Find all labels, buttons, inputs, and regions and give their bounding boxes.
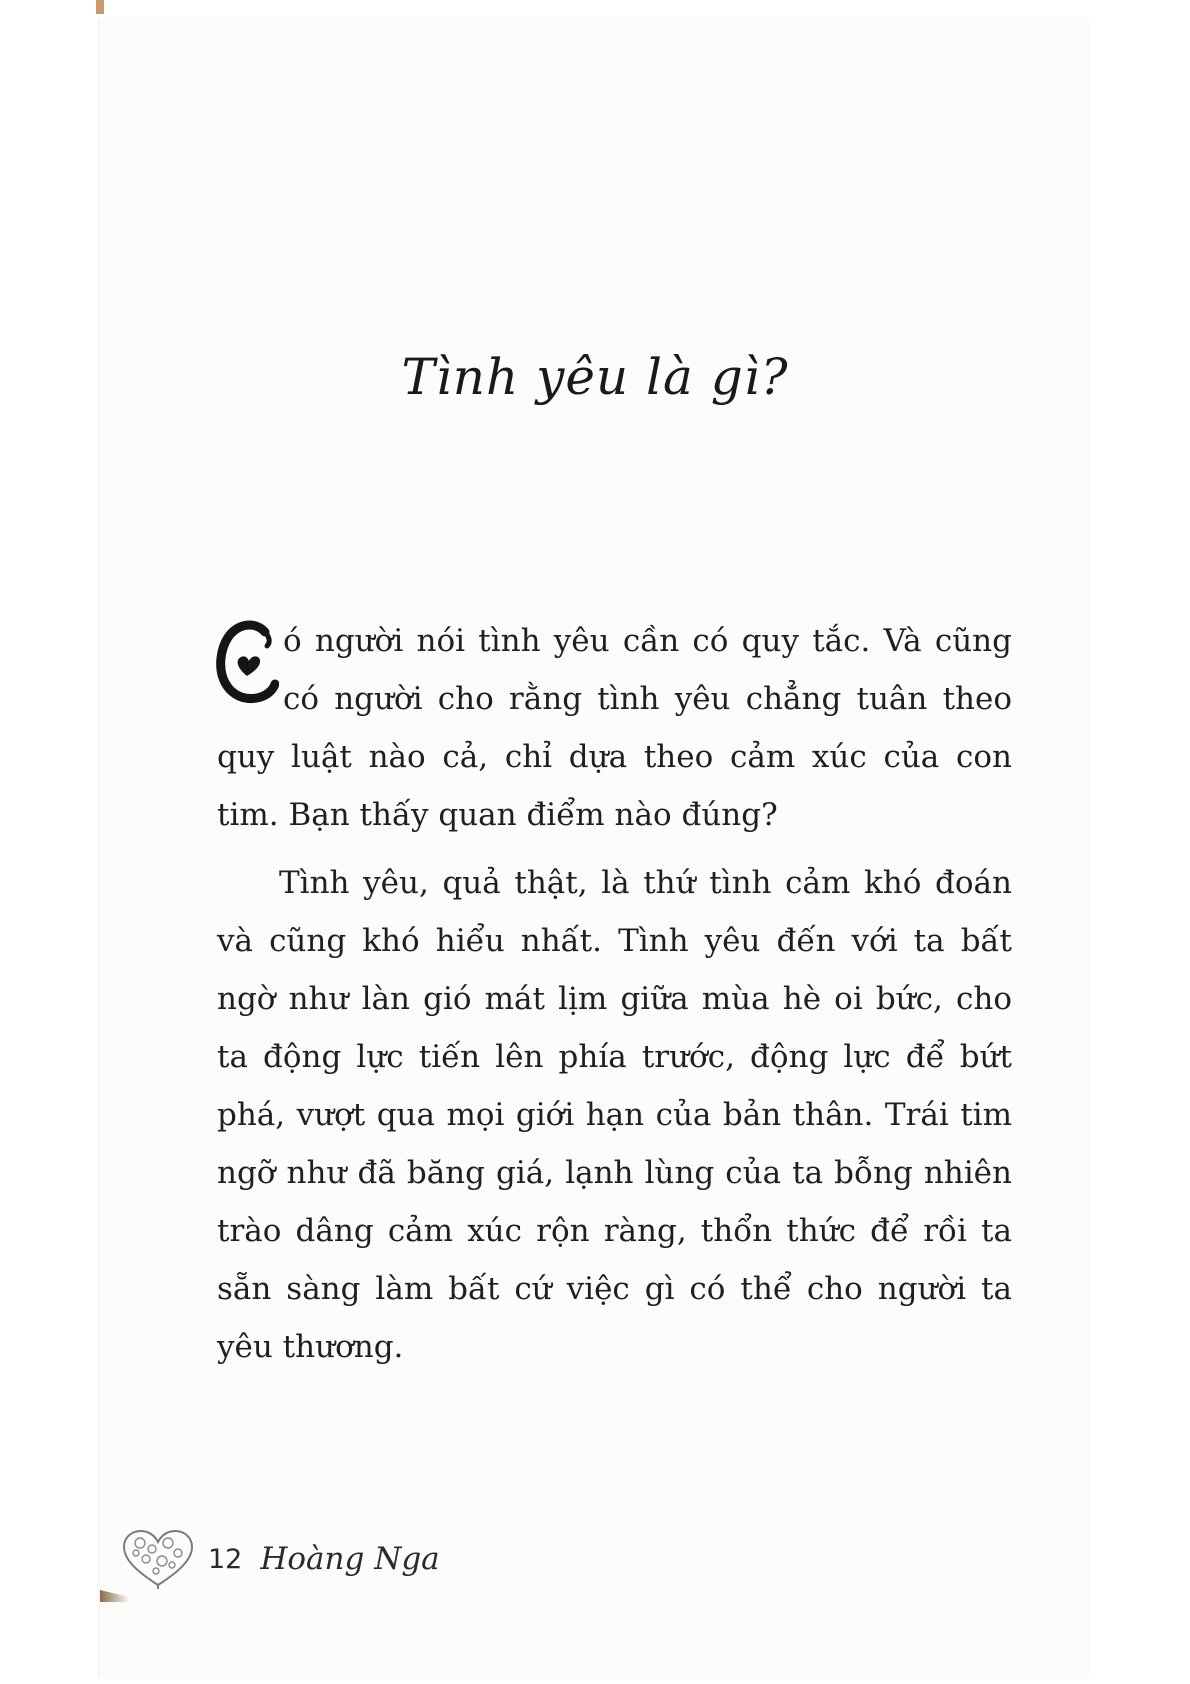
page-edge-top [96, 0, 104, 14]
chapter-title: Tình yêu là gì? [401, 348, 789, 406]
chapter-body [217, 612, 1012, 1386]
paragraph-1 [217, 612, 1012, 844]
author-name: Hoàng Nga [260, 1541, 440, 1577]
page-number: 12 [208, 1543, 243, 1575]
paragraph-2: Tình yêu, quả thật, là thứ tình cảm khó đoán và cũng khó hiểu nhất. Tình yêu đến với ta bất ngờ như làn gió mát lịm giữa mùa hè oi bức, cho ta động lực tiến lên phía trước, động lực để bứt phá, vượt qua mọi giới hạn của bản thân. Trái tim ngỡ như đã băng giá, lạnh lùng của ta bỗng nhiên trào dâng cảm xúc rộn ràng, thổn thức để rồi ta sẵn sàng làm bất cứ việc gì có thể cho người ta yêu thương. [217, 865, 1012, 1365]
floral-heart-icon [118, 1527, 198, 1591]
dropcap [213, 614, 279, 714]
paragraph-1-text: ó người nói tình yêu cần có quy tắc. Và cũng có người cho rằng tình yêu chẳng tuân theo quy luật nào cả, chỉ dựa theo cảm xúc của con tim. Bạn thấy quan điểm nào đúng? [217, 623, 1012, 833]
dropcap-c-heart-icon [213, 614, 279, 714]
page-footer [118, 1524, 440, 1594]
